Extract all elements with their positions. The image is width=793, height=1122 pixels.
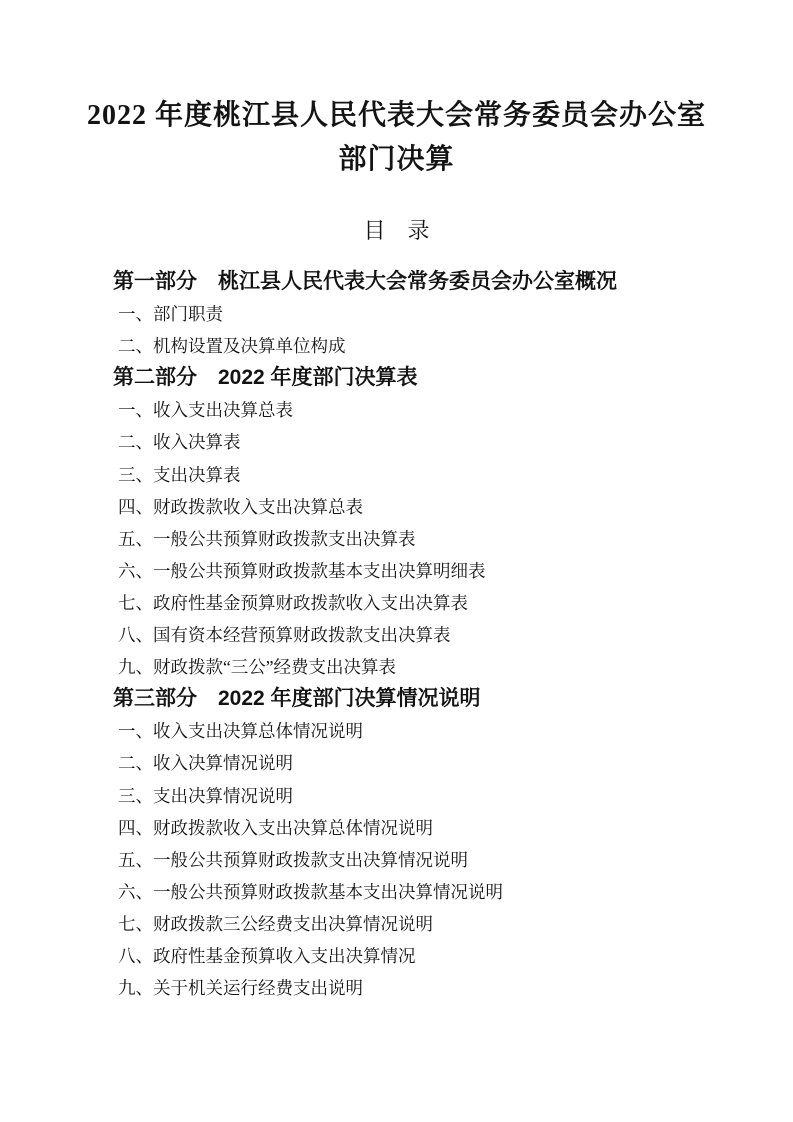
- toc-section-3-item-1: 一、收入支出决算总体情况说明: [118, 721, 363, 742]
- toc-section-1-item-1: 一、部门职责: [118, 304, 223, 325]
- document-title-line-1: 2022 年度桃江县人民代表大会常务委员会办公室: [86, 100, 706, 131]
- document-title: [40, 94, 753, 182]
- toc-section-3-item-2: 二、收入决算情况说明: [118, 753, 293, 774]
- toc-section-2-item-6: 六、一般公共预算财政拨款基本支出决算明细表: [118, 560, 486, 581]
- toc-section-3-item-3: 三、支出决算情况说明: [118, 785, 293, 806]
- toc-section-2-item-7: 七、政府性基金预算财政拨款收入支出决算表: [118, 592, 468, 613]
- toc-section-3-item-9: 九、关于机关运行经费支出说明: [118, 978, 363, 999]
- toc-section-3-item-6: 六、一般公共预算财政拨款基本支出决算情况说明: [118, 881, 503, 902]
- toc-section-3-item-4: 四、财政拨款收入支出决算总体情况说明: [118, 817, 433, 838]
- document-title-line-2: 部门决算: [338, 144, 455, 175]
- toc-section-2-item-8: 八、国有资本经营预算财政拨款支出决算表: [118, 625, 451, 646]
- toc-section-3-heading: 第三部分 2022 年度部门决算情况说明: [113, 687, 481, 711]
- toc-section-2-heading: 第二部分 2022 年度部门决算表: [113, 366, 418, 390]
- toc-section-3-item-7: 七、财政拨款三公经费支出决算情况说明: [118, 913, 433, 934]
- toc-section-2-item-5: 五、一般公共预算财政拨款支出决算表: [118, 528, 416, 549]
- toc-section-3-item-5: 五、一般公共预算财政拨款支出决算情况说明: [118, 849, 468, 870]
- toc-section-1-heading: 第一部分 桃江县人民代表大会常务委员会办公室概况: [113, 270, 617, 293]
- toc-section-2-item-3: 三、支出决算表: [118, 464, 241, 485]
- toc-section-1-item-2: 二、机构设置及决算单位构成: [118, 336, 346, 357]
- toc-section-2-item-2: 二、收入决算表: [118, 432, 241, 453]
- toc-title: 目 录: [363, 218, 430, 243]
- toc-section-2-item-4: 四、财政拨款收入支出决算总表: [118, 496, 363, 517]
- toc-section-2-item-9: 九、财政拨款“三公”经费支出决算表: [118, 657, 397, 678]
- toc-section-3-item-8: 八、政府性基金预算收入支出决算情况: [118, 945, 416, 966]
- toc-section-2-item-1: 一、收入支出决算总表: [118, 400, 293, 421]
- table-of-contents: [0, 266, 793, 1004]
